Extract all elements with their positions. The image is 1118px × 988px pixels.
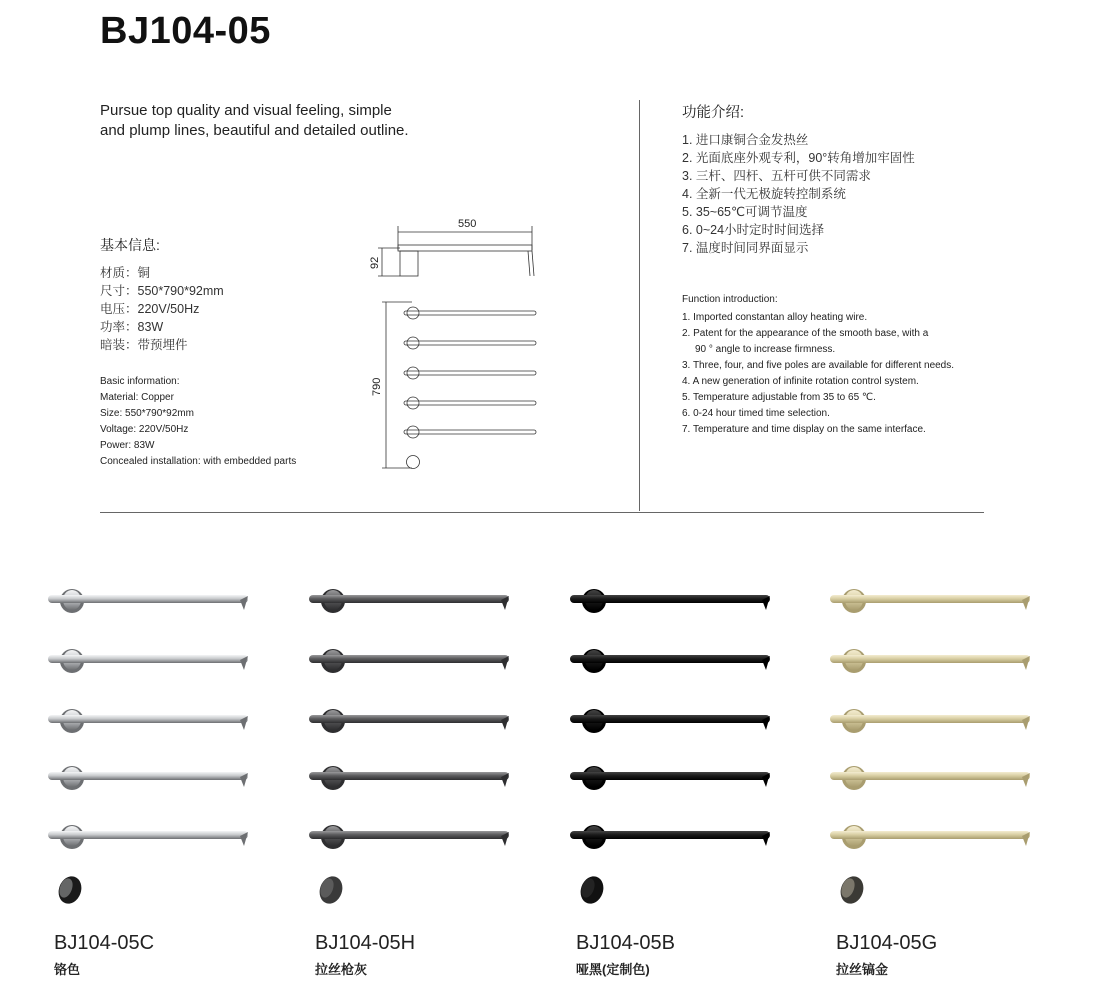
width-dimension-label: 550 [458, 218, 477, 230]
front-view-bars [404, 307, 536, 469]
rack-bar [309, 709, 509, 733]
towel-rack-image [46, 578, 256, 913]
basic-info-item-en: Size: 550*790*92mm [100, 408, 194, 419]
basic-info-item: 电压：220V/50Hz [100, 302, 200, 316]
variant-finish: 铬色 [54, 962, 81, 977]
rack-bar [48, 766, 248, 790]
rack-bar [48, 709, 248, 733]
rack-bar [830, 825, 1030, 849]
rack-bar [830, 766, 1030, 790]
variant-finish: 哑黑(定制色) [576, 962, 650, 977]
rack-bar [48, 589, 248, 613]
towel-rack-image [828, 578, 1038, 913]
function-item-en: 3. Three, four, and five poles are available for different needs. [682, 360, 955, 371]
function-item-en: 4. A new generation of infinite rotation control system. [682, 376, 919, 387]
rack-bar [309, 589, 509, 613]
function-item: 1. 进口康铜合金发热丝 [682, 133, 809, 147]
function-item: 6. 0~24小时定时时间选择 [682, 223, 825, 237]
control-knob [837, 873, 867, 907]
function-item: 4. 全新一代无极旋转控制系统 [682, 187, 846, 201]
model-title: BJ104-05 [100, 10, 271, 52]
rack-bar [570, 649, 770, 673]
function-item-en: 6. 0-24 hour timed time selection. [682, 408, 830, 419]
rack-bar [48, 825, 248, 849]
dimension-diagram [360, 210, 550, 480]
variant-code: BJ104-05C [54, 932, 155, 954]
basic-info-item: 材质：铜 [100, 266, 151, 280]
variant-code: BJ104-05G [836, 932, 938, 954]
basic-info-heading: 基本信息: [100, 237, 160, 253]
product-variant [307, 578, 517, 978]
rack-bar [309, 766, 509, 790]
function-item-en: 5. Temperature adjustable from 35 to 65 ℃. [682, 392, 876, 403]
rack-bar [830, 649, 1030, 673]
control-knob [577, 873, 607, 907]
functions-heading-en: Function introduction: [682, 294, 778, 305]
variant-finish: 拉丝镐金 [836, 962, 889, 977]
basic-info-item-en: Material: Copper [100, 392, 174, 403]
function-item-en: 2. Patent for the appearance of the smooth base, with a [682, 328, 929, 339]
function-item: 5. 35~65℃可调节温度 [682, 205, 808, 219]
tagline [100, 101, 460, 141]
towel-rack-image [568, 578, 778, 913]
control-knob [55, 873, 85, 907]
tagline-line: Pursue top quality and visual feeling, simple [100, 102, 392, 119]
basic-info-item-en: Basic information: [100, 376, 180, 387]
function-item-en: 90 ° angle to increase firmness. [695, 344, 836, 355]
basic-info-list-en [100, 374, 296, 470]
rack-bar [570, 825, 770, 849]
section-divider [100, 512, 984, 513]
basic-info-item-en: Power: 83W [100, 440, 155, 451]
basic-info-item: 暗装：带预埋件 [100, 338, 188, 352]
product-variant [46, 578, 256, 978]
function-item-en: 1. Imported constantan alloy heating wire. [682, 312, 868, 323]
tagline-line: and plump lines, beautiful and detailed outline. [100, 122, 409, 139]
rack-bar [570, 709, 770, 733]
functions-heading: 功能介绍: [682, 105, 745, 121]
product-variant [568, 578, 778, 978]
variant-code: BJ104-05B [576, 932, 675, 954]
basic-info-item-en: Concealed installation: with embedded parts [100, 456, 297, 467]
towel-rack-image [307, 578, 517, 913]
rack-bar [309, 825, 509, 849]
basic-info-list-cn [100, 264, 224, 354]
basic-info-item-en: Voltage: 220V/50Hz [100, 424, 189, 435]
functions-list-en [682, 310, 954, 438]
rack-bar [48, 649, 248, 673]
rack-bar [570, 589, 770, 613]
rack-bar [830, 589, 1030, 613]
rack-bar [309, 649, 509, 673]
function-item: 2. 光面底座外观专利，90°转角增加牢固性 [682, 151, 915, 165]
function-item: 7. 温度时间同界面显示 [682, 241, 809, 255]
variant-code: BJ104-05H [315, 932, 416, 954]
function-item: 3. 三杆、四杆、五杆可供不同需求 [682, 169, 871, 183]
function-item-en: 7. Temperature and time display on the same interface. [682, 424, 926, 435]
depth-dimension-label: 92 [369, 256, 381, 269]
basic-info-item: 功率：83W [100, 320, 164, 334]
functions-list-cn [682, 131, 915, 257]
rack-bar [570, 766, 770, 790]
product-variant [828, 578, 1038, 978]
basic-info-item: 尺寸：550*790*92mm [100, 284, 224, 298]
height-dimension-label: 790 [371, 377, 383, 396]
variant-finish: 拉丝枪灰 [315, 962, 368, 977]
column-divider [639, 100, 640, 511]
rack-bar [830, 709, 1030, 733]
control-knob [316, 873, 346, 907]
